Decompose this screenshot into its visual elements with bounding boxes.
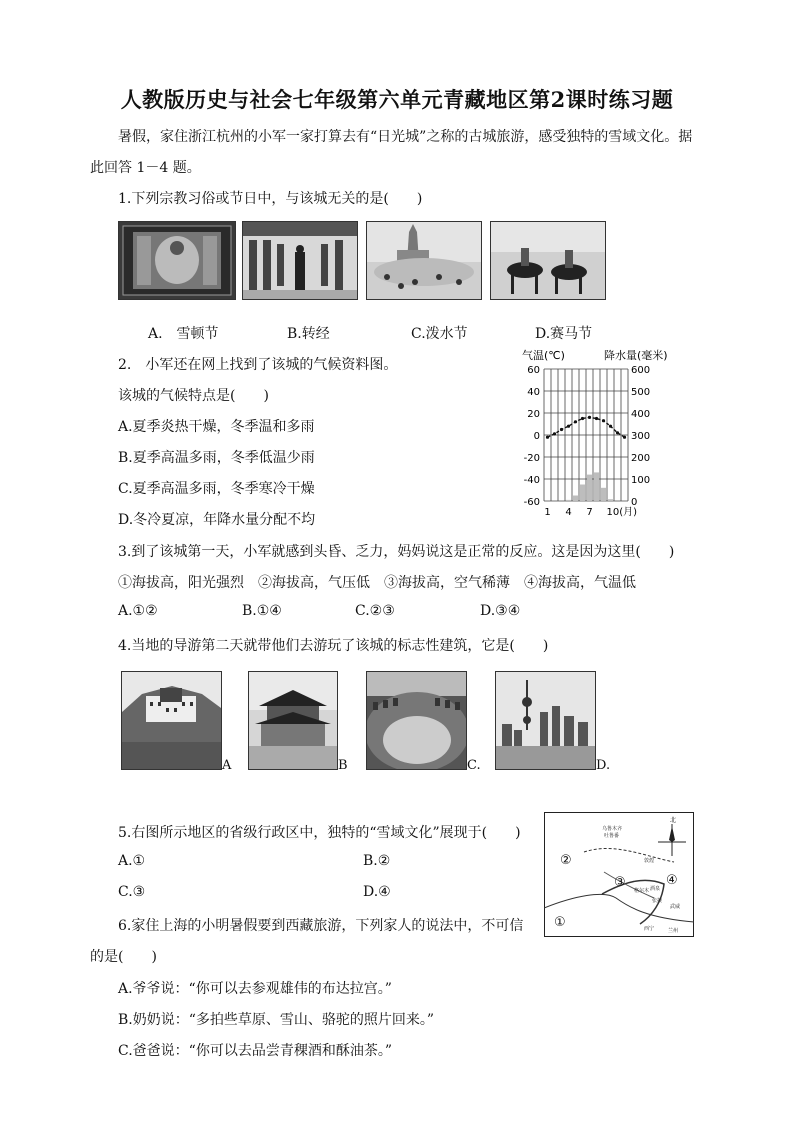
- q3-stem: 3.到了该城第一天，小军就感到头昏、乏力，妈妈说这是正常的反应。这是因为这里( ): [118, 544, 675, 560]
- precip-bar: [587, 475, 592, 501]
- q5-stem: 5.右图所示地区的省级行政区中，独特的“雪域文化”展现于( ): [118, 825, 521, 841]
- region-map: [544, 812, 694, 937]
- precip-bar: [580, 485, 585, 502]
- q4-label-b: B: [338, 758, 348, 773]
- q3-choices: ①海拔高，阳光强烈 ②海拔高，气压低 ③海拔高，空气稀薄 ④海拔高，气温低: [118, 575, 636, 591]
- q2-option-a: A.夏季炎热干燥，冬季温和多雨: [118, 419, 315, 435]
- month-tick-label: 1: [544, 507, 551, 518]
- temperature-point: [588, 416, 591, 419]
- precip-bar: [594, 472, 599, 501]
- temperature-point: [567, 425, 570, 428]
- q2-stem: 2. 小军还在网上找到了该城的气候资料图。: [118, 357, 398, 373]
- place-wuwei: 武威: [670, 904, 681, 910]
- water-festival-photo: [366, 221, 482, 300]
- q6-stem-line-1: 6.家住上海的小明暑假要到西藏旅游，下列家人的说法中，不可信: [118, 918, 524, 934]
- q3-option-d: D.③④: [480, 603, 521, 619]
- place-xining: 西宁: [644, 926, 655, 932]
- temperature-point: [553, 432, 556, 435]
- north-label: 北: [670, 817, 677, 824]
- temperature-point: [560, 428, 563, 431]
- q6-option-a: A.爷爷说：“你可以去参观雄伟的布达拉宫。”: [118, 981, 392, 997]
- precip-bar: [573, 496, 578, 502]
- q4-label-a: A: [222, 758, 232, 773]
- q1-option-b: B.转经: [287, 326, 330, 342]
- intro-line-1: 暑假，家住浙江杭州的小军一家打算去有“日光城”之称的古城旅游，感受独特的雪域文化。据: [118, 129, 693, 145]
- q5-option-a: A.①: [118, 853, 146, 869]
- temperature-point: [574, 420, 577, 423]
- precip-tick-label: 200: [631, 453, 651, 464]
- q2-option-b: B.夏季高温多雨，冬季低温少雨: [118, 450, 315, 466]
- q2-sub: 该城的气候特点是( ): [118, 388, 269, 404]
- map-region-3: ③: [614, 875, 626, 890]
- temperature-point: [595, 417, 598, 420]
- temp-tick-label: 40: [527, 387, 540, 398]
- climate-chart: [516, 345, 676, 521]
- horse-race-photo: [490, 221, 606, 300]
- q3-option-b: B.①④: [242, 603, 282, 619]
- temperature-point: [602, 419, 605, 422]
- precip-tick-label: 300: [631, 431, 651, 442]
- precip-bar: [566, 500, 571, 501]
- shanghai-skyline-photo: [495, 671, 596, 770]
- place-urumqi: 乌鲁木齐: [602, 826, 623, 832]
- q6-stem-line-2: 的是( ): [90, 949, 157, 965]
- precip-bar: [608, 499, 613, 501]
- q6-option-c: C.爸爸说：“你可以去品尝青稞酒和酥油茶。”: [118, 1043, 392, 1059]
- temp-tick-label: 0: [533, 431, 540, 442]
- place-zhangye: 张掖: [652, 898, 663, 904]
- precip-tick-label: 100: [631, 475, 651, 486]
- temperature-point: [623, 436, 626, 439]
- map-region-1: ①: [554, 915, 566, 930]
- q5-option-b: B.②: [363, 853, 391, 869]
- potala-palace-photo: [121, 671, 222, 770]
- place-turpan: 吐鲁番: [604, 833, 620, 839]
- q1-stem: 1.下列宗教习俗或节日中，与该城无关的是( ): [118, 191, 423, 207]
- month-tick-label: 10(月): [606, 507, 638, 518]
- temp-tick-label: 20: [527, 409, 540, 420]
- precip-tick-label: 400: [631, 409, 651, 420]
- thangka-photo: [118, 221, 236, 300]
- q4-stem: 4.当地的导游第二天就带他们去游玩了该城的标志性建筑，它是( ): [118, 638, 549, 654]
- precip-bar: [601, 488, 606, 501]
- q1-option-c: C.泼水节: [411, 326, 468, 342]
- place-lanzhou: 兰州: [668, 928, 679, 934]
- q4-label-c: C.: [467, 758, 481, 773]
- q3-option-c: C.②③: [355, 603, 395, 619]
- q5-option-d: D.④: [363, 884, 391, 900]
- precip-tick-label: 500: [631, 387, 651, 398]
- temp-tick-label: -60: [523, 497, 540, 508]
- place-jiuquan: 酒泉: [650, 886, 661, 892]
- map-region-4: ④: [666, 873, 678, 888]
- temperature-point: [546, 436, 549, 439]
- temp-tick-label: -40: [523, 475, 540, 486]
- month-tick-label: 7: [586, 507, 593, 518]
- temperature-point: [609, 425, 612, 428]
- page-title: 人教版历史与社会七年级第六单元青藏地区第2课时练习题: [120, 87, 674, 112]
- temperature-point: [581, 417, 584, 420]
- place-golmud: 格尔木: [634, 888, 650, 894]
- temp-tick-label: -20: [523, 453, 540, 464]
- temp-tick-label: 60: [527, 365, 540, 376]
- temperature-axis-label: 气温(℃): [522, 349, 565, 362]
- q6-option-b: B.奶奶说：“多拍些草原、雪山、骆驼的照片回来。”: [118, 1012, 435, 1028]
- q1-option-a: A. 雪顿节: [148, 326, 219, 342]
- prayer-wheel-photo: [242, 221, 358, 300]
- precipitation-axis-label: 降水量(毫米): [604, 349, 668, 362]
- month-tick-label: 4: [565, 507, 572, 518]
- q1-option-d: D.赛马节: [535, 326, 593, 342]
- q4-label-d: D.: [596, 758, 611, 773]
- intro-line-2: 此回答 1－4 题。: [90, 160, 201, 176]
- q2-option-c: C.夏季高温多雨，冬季寒冷干燥: [118, 481, 315, 497]
- q3-option-a: A.①②: [118, 603, 158, 619]
- forbidden-city-photo: [248, 671, 338, 770]
- precip-tick-label: 600: [631, 365, 651, 376]
- temperature-point: [616, 431, 619, 434]
- map-region-2: ②: [560, 853, 572, 868]
- q5-option-c: C.③: [118, 884, 146, 900]
- place-dunhuang: 敦煌: [644, 858, 655, 864]
- precip-tick-label: 0: [631, 497, 638, 508]
- q2-option-d: D.冬冷夏凉，年降水量分配不均: [118, 512, 316, 528]
- colosseum-photo: [366, 671, 467, 770]
